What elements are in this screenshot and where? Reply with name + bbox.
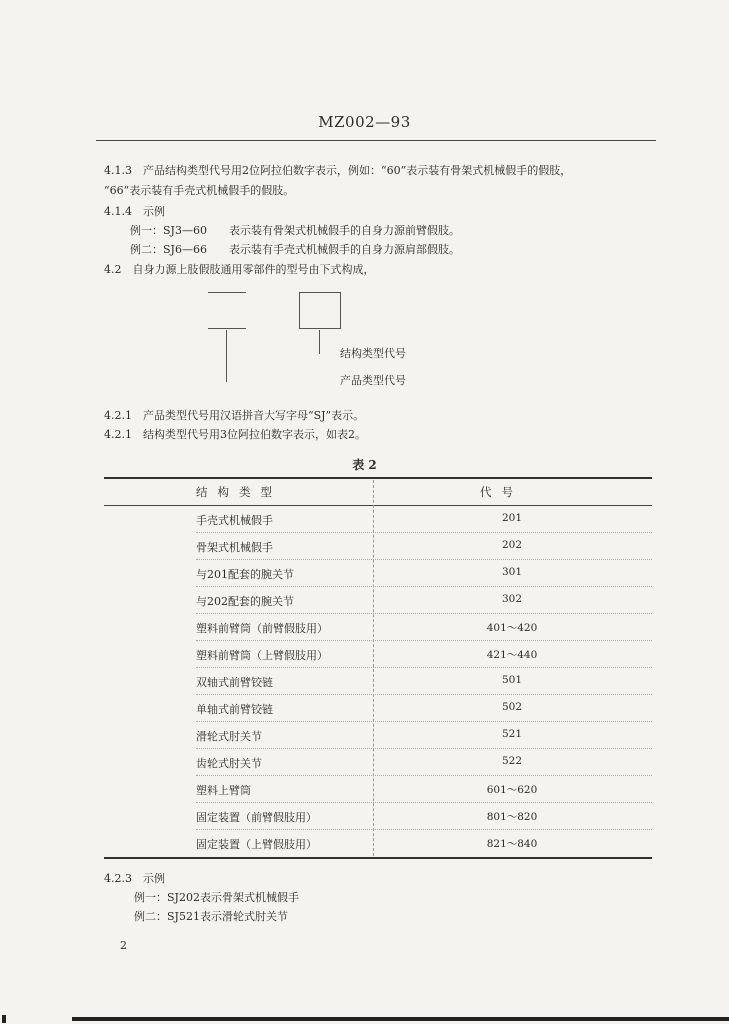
table-row: [104, 830, 652, 857]
paragraph-4-1-3-line2: “66”表示装有手壳式机械假手的假肢。: [104, 184, 295, 197]
header-rule: [96, 140, 656, 141]
cell-type: 固定装置（上臂假肢用）: [196, 838, 317, 851]
cell-code: 601～620: [486, 784, 538, 796]
table-header-code: 代号: [480, 485, 523, 499]
table-header-type: 结构类型: [196, 485, 282, 499]
cell-code: 522: [501, 755, 523, 767]
section-4-2-3-title: 4.2.3 示例: [104, 872, 165, 885]
cell-type: 骨架式机械假手: [196, 541, 273, 554]
table-top-rule: [104, 477, 652, 479]
example-2: 例二：SJ6—66 表示装有手壳式机械假手的自身力源肩部假肢。: [130, 243, 460, 256]
diagram-label-structure: 结构类型代号: [340, 347, 406, 360]
paragraph-4-2-2: 4.2.1 结构类型代号用3位阿拉伯数字表示，如表2。: [104, 428, 366, 441]
cell-type: 塑料前臂筒（上臂假肢用）: [196, 649, 328, 662]
page-number: 2: [120, 939, 127, 952]
example-sj202: 例一：SJ202表示骨架式机械假手: [134, 891, 299, 904]
table-row: [104, 776, 652, 803]
table-row: [104, 533, 652, 560]
scan-edge-line: [72, 1017, 729, 1021]
scan-edge-mark: [2, 1015, 6, 1023]
table-row: [104, 695, 652, 722]
table-row: [104, 614, 652, 641]
diagram-bottom-bar: [208, 328, 246, 329]
cell-type: 单轴式前臂铰链: [196, 703, 273, 716]
cell-code: 821～840: [486, 838, 538, 850]
cell-type: 手壳式机械假手: [196, 514, 273, 527]
diagram-top-bar: [208, 292, 246, 293]
table-caption: 表 2: [352, 458, 377, 472]
diagram-structure-leader: [319, 330, 320, 354]
cell-type: 塑料前臂筒（前臂假肢用）: [196, 622, 328, 635]
cell-code: 501: [501, 674, 523, 686]
paragraph-4-1-3-line1: 4.1.3 产品结构类型代号用2位阿拉伯数字表示，例如：“60”表示装有骨架式机械假手的假肢，: [104, 164, 572, 177]
cell-type: 与202配套的腕关节: [196, 595, 294, 608]
cell-type: 滑轮式肘关节: [196, 730, 262, 743]
diagram-label-product: 产品类型代号: [340, 374, 406, 387]
section-4-1-4-title: 4.1.4 示例: [104, 205, 165, 218]
cell-code: 302: [501, 593, 523, 605]
cell-type: 塑料上臂筒: [196, 784, 251, 797]
table-row: [104, 722, 652, 749]
cell-code: 201: [501, 512, 523, 524]
table-row: [104, 749, 652, 776]
cell-type: 与201配套的腕关节: [196, 568, 294, 581]
document-code: MZ002—93: [318, 113, 411, 131]
cell-code: 521: [501, 728, 523, 740]
paragraph-4-2-1: 4.2.1 产品类型代号用汉语拼音大写字母“SJ”表示。: [104, 409, 365, 422]
example-1: 例一：SJ3—60 表示装有骨架式机械假手的自身力源前臂假肢。: [130, 224, 460, 237]
table-row: [104, 803, 652, 830]
table-row: [104, 560, 652, 587]
cell-type: 双轴式前臂铰链: [196, 676, 273, 689]
cell-code: 401～420: [486, 622, 538, 634]
cell-code: 301: [501, 566, 523, 578]
paragraph-4-2: 4.2 自身力源上肢假肢通用零部件的型号由下式构成，: [104, 263, 375, 276]
cell-type: 齿轮式肘关节: [196, 757, 262, 770]
diagram-structure-underline: [299, 328, 341, 329]
diagram-structure-box: [299, 292, 341, 329]
cell-type: 固定装置（前臂假肢用）: [196, 811, 317, 824]
table-row: [104, 641, 652, 668]
cell-code: 801～820: [486, 811, 538, 823]
table-row: [104, 587, 652, 614]
cell-code: 202: [501, 539, 523, 551]
table-bottom-rule: [104, 857, 652, 859]
example-sj521: 例二：SJ521表示滑轮式肘关节: [134, 910, 288, 923]
table-row: [104, 506, 652, 533]
diagram-product-leader: [226, 330, 227, 382]
cell-code: 502: [501, 701, 523, 713]
cell-code: 421～440: [486, 649, 538, 661]
table-row: [104, 668, 652, 695]
